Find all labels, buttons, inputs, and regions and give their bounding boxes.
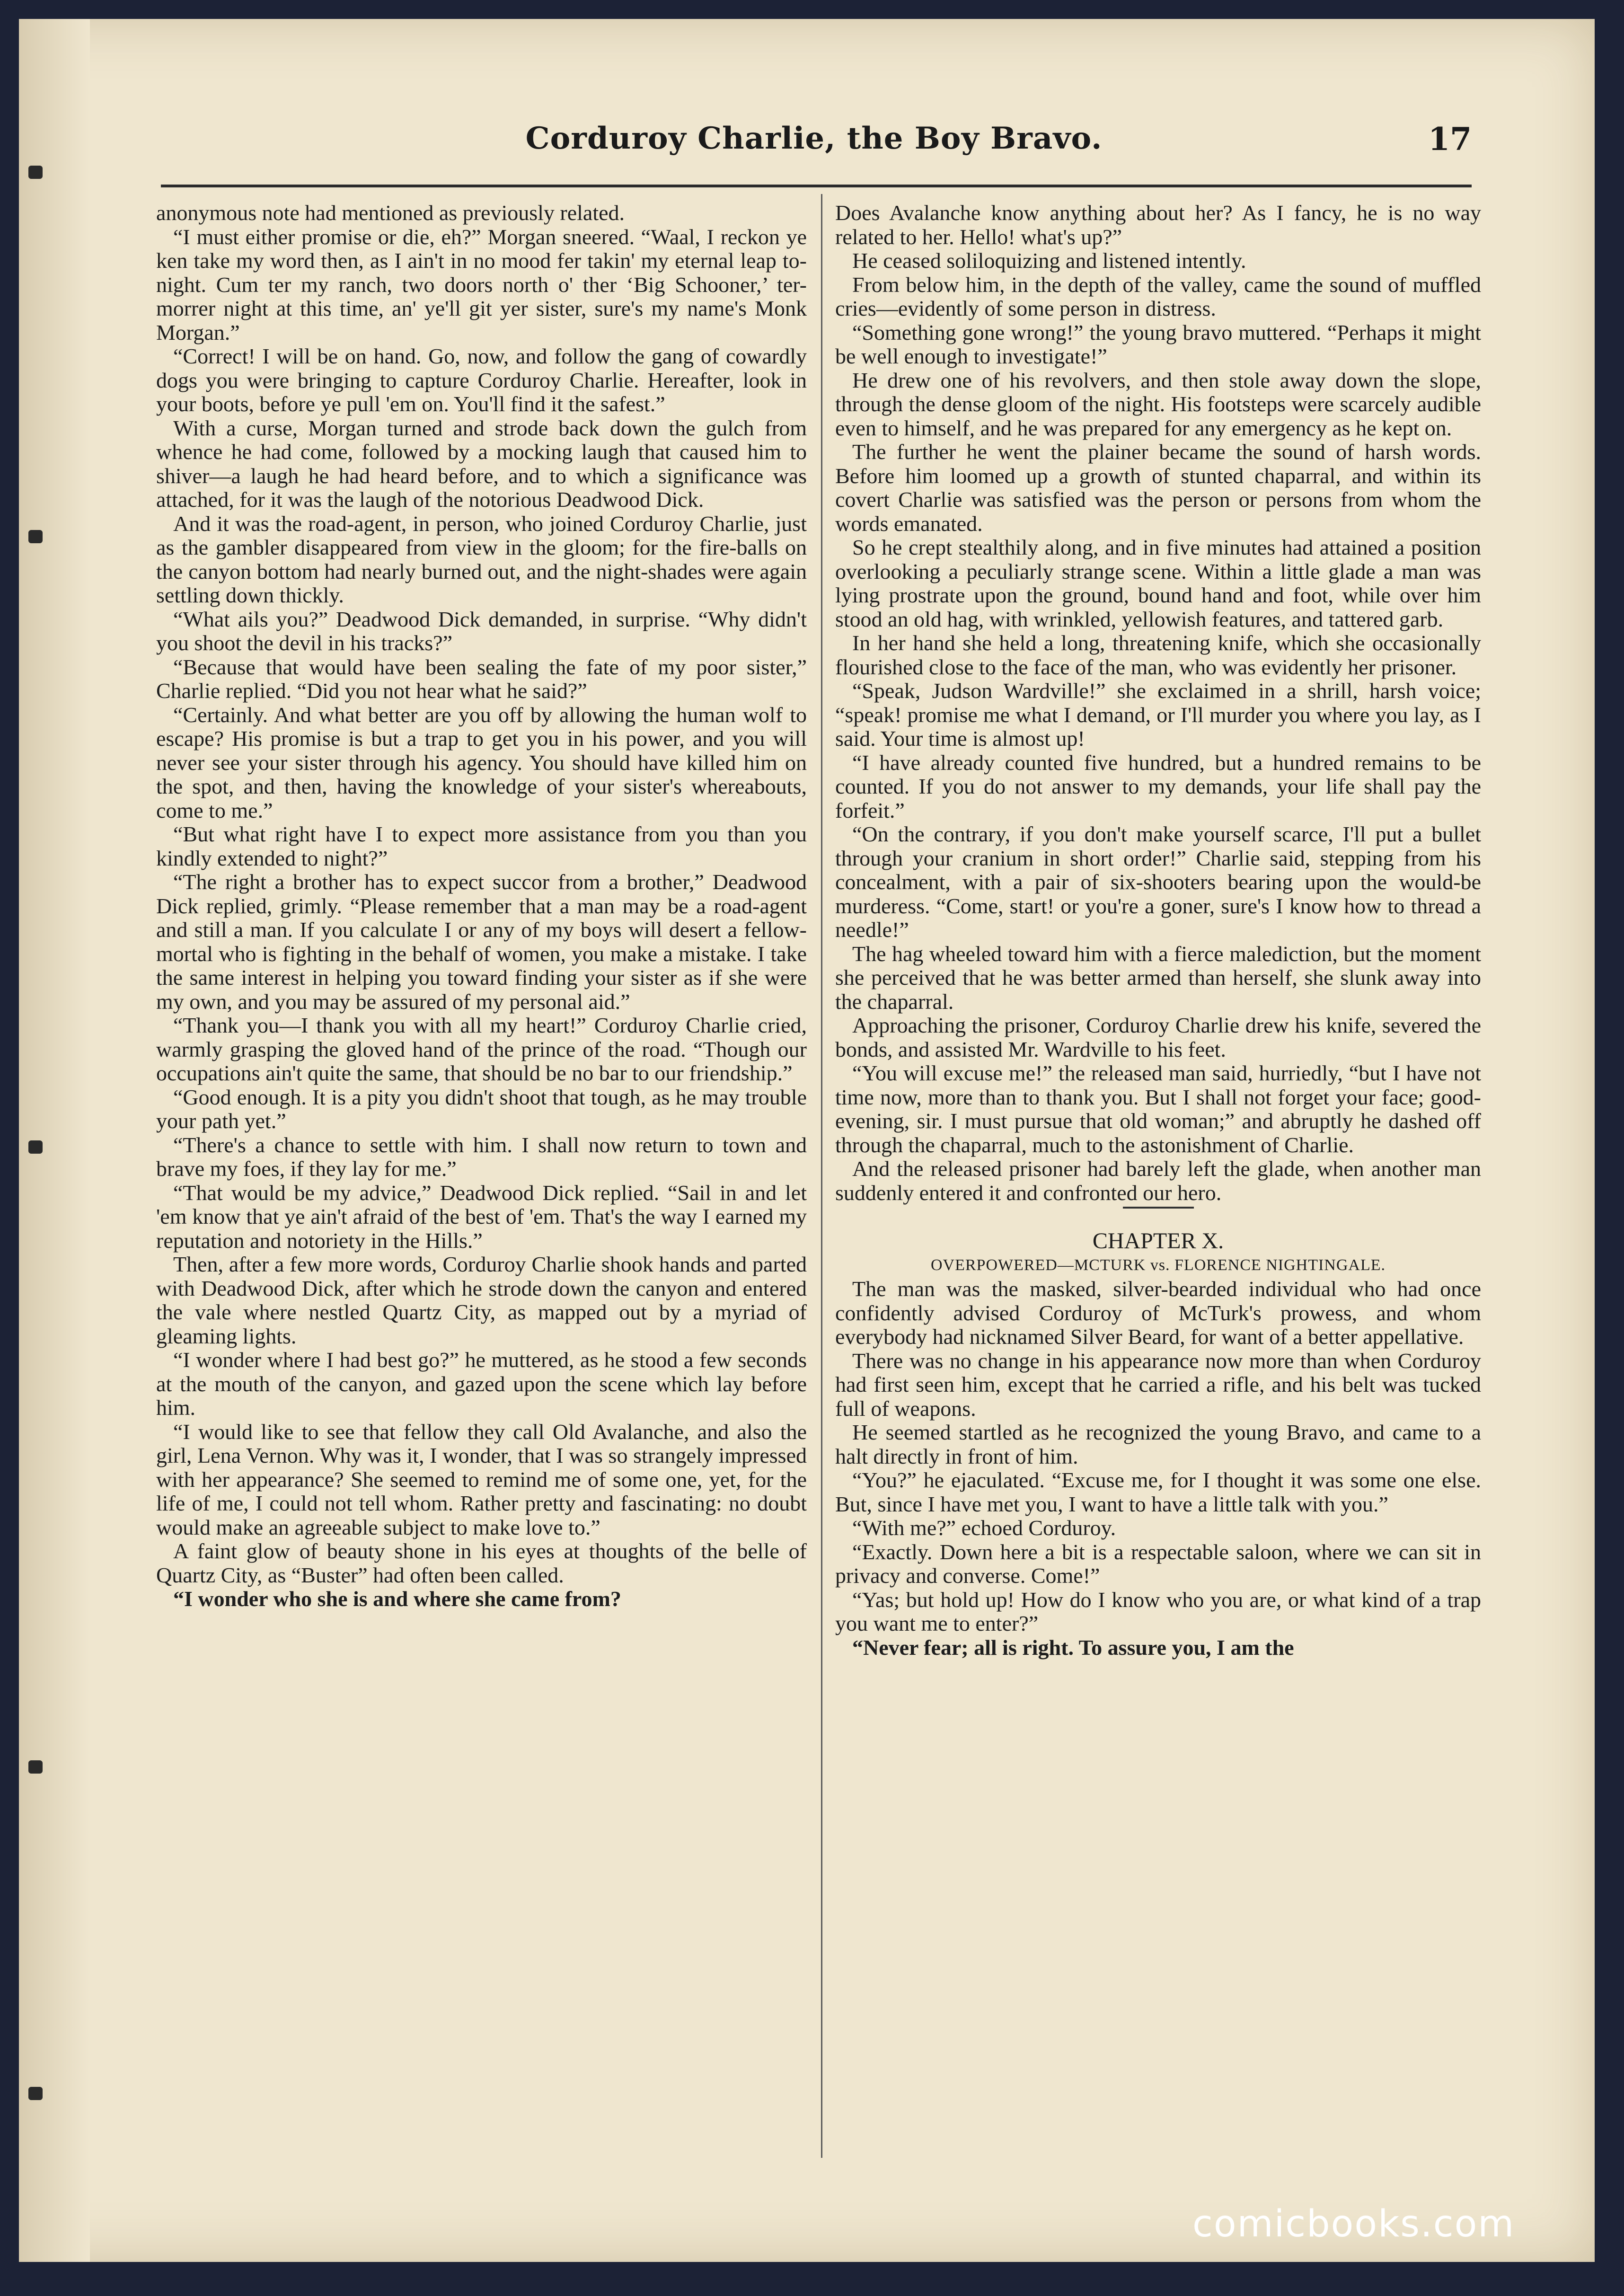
running-title: Corduroy Charlie, the Boy Bravo. [525, 121, 1103, 156]
paragraph: “I must either promise or die, eh?” Morgan sneered. “Waal, I reckon ye ken take my word then, as I ain't in no mood fer takin' my eternal leap to-night. Cum ter my ranch, two doors north o' ther ‘Big Schooner,’ ter-morrer night at this time, an' ye'll git yer sister, sure's my name's Monk Morgan.” [156, 224, 807, 344]
paragraph: “I wonder who she is and where she came from? [173, 1587, 621, 1611]
paragraph: “The right a brother has to expect succor from a brother,” Deadwood Dick replied, grimly. “Please remember that a man may be a road-agent and still a man. If you calculate I or any of my boys will desert a fellow-mortal who is fighting in the behalf of women, you make a mistake. I take the same interest in helping you toward finding your sister as if she were my own, and you may be assured of my personal aid.” [156, 870, 807, 1014]
right-column [835, 201, 1481, 2155]
chapter-subheading: OVERPOWERED—MCTURK vs. FLORENCE NIGHTINGALE. [930, 1256, 1386, 1274]
left-column [156, 201, 807, 2155]
chapter-heading: CHAPTER X. [1092, 1228, 1224, 1254]
binding-stitch-2 [28, 530, 43, 543]
paragraph: He seemed startled as he recognized the young Bravo, and came to a halt directly in front of him. [835, 1420, 1481, 1468]
paragraph: A faint glow of beauty shone in his eyes at thoughts of the belle of Quartz City, as “Buster” had often been called. [156, 1539, 807, 1587]
paragraph: The man was the masked, silver-bearded individual who had once confidently advised Corduroy of McTurk's prowess, and whom everybody had nicknamed Silver Beard, for want of a better appellative. [835, 1277, 1481, 1349]
binding-stitch-4 [28, 1760, 43, 1774]
section-rule [1123, 1207, 1194, 1209]
paragraph: In her hand she held a long, threatening knife, which she occasionally flourished close to the face of the man, who was evidently her prisoner. [835, 631, 1481, 679]
paragraph: “I would like to see that fellow they call Old Avalanche, and also the girl, Lena Vernon. Why was it, I wonder, that I was so strangely impressed with her appearance? She seemed to remind me of some one, yet, for the life of me, I could not tell whom. Rather pretty and fascinating: no doubt would make an agreeable subject to make love to.” [156, 1419, 807, 1539]
paragraph: Then, after a few more words, Corduroy Charlie shook hands and parted with Deadwood Dick, after which he strode down the canyon and entered the vale where nestled Quartz City, as mapped out by a myriad of gleaming lights. [156, 1252, 807, 1348]
paragraph: Does Avalanche know anything about her? As I fancy, he is no way related to her. Hello! what's up?” [835, 201, 1481, 249]
site-watermark: comicbooks.com [1192, 2203, 1515, 2245]
paragraph: “On the contrary, if you don't make yourself scarce, I'll put a bullet through your cranium in short order!” Charlie said, stepping from his concealment, with a pair of six-shooters bearing upon the would-be murderess. “Come, start! or you're a goner, sure's I know how to thread a needle!” [835, 822, 1481, 942]
paragraph: There was no change in his appearance now more than when Corduroy had first seen him, except that he carried a rifle, and his belt was tucked full of weapons. [835, 1348, 1481, 1421]
paragraph: With a curse, Morgan turned and strode back down the gulch from whence he had come, followed by a mocking laugh that caused him to shiver—a laugh he had heard before, and to which a significance was attached, for it was the laugh of the notorious Deadwood Dick. [156, 415, 807, 512]
paragraph: The further he went the plainer became the sound of harsh words. Before him loomed up a growth of stunted chaparral, and within its covert Charlie was satisfied was the person or persons from whom the words emanated. [835, 440, 1481, 536]
paragraph: “Because that would have been sealing the fate of my poor sister,” Charlie replied. “Did you not hear what he said?” [156, 654, 807, 703]
paragraph: And the released prisoner had barely left the glade, when another man suddenly entered it and confronted our hero. [835, 1157, 1481, 1205]
page-number: 17 [1428, 121, 1472, 158]
paragraph: “With me?” echoed Corduroy. [852, 1516, 1116, 1540]
header-rule [161, 185, 1472, 187]
binding-stitch-3 [28, 1140, 43, 1154]
paragraph: From below him, in the depth of the valley, came the sound of muffled cries—evidently of some person in distress. [835, 272, 1481, 320]
paragraph: “That would be my advice,” Deadwood Dick replied. “Sail in and let 'em know that ye ain't afraid of the best of 'em. That's the way I earned my reputation and notoriety in the Hills.” [156, 1180, 807, 1253]
paragraph: “Thank you—I thank you with all my heart!” Corduroy Charlie cried, warmly grasping the gloved hand of the prince of the road. “Though our occupations ain't quite the same, that should be no bar to our friendship.” [156, 1013, 807, 1085]
running-head [156, 121, 1472, 173]
paragraph: “But what right have I to expect more assistance from you than you kindly extended to night?” [156, 822, 807, 870]
paragraph: “Good enough. It is a pity you didn't shoot that tough, as he may trouble your path yet.” [156, 1085, 807, 1133]
paragraph: anonymous note had mentioned as previously related. [156, 201, 625, 225]
paragraph: And it was the road-agent, in person, who joined Corduroy Charlie, just as the gambler disappeared from view in the gloom; for the fire-balls on the canyon bottom had nearly burned out, and the night-shades were again settling down thickly. [156, 511, 807, 607]
paragraph: “Never fear; all is right. To assure you, I am the [852, 1635, 1294, 1660]
binding-stitch-5 [28, 2087, 43, 2100]
paragraph: So he crept stealthily along, and in five minutes had attained a position overlooking a peculiarly strange scene. Within a little glade a man was lying prostrate upon the ground, bound hand and foot, while over him stood an old hag, with wrinkled, yellowish features, and tattered garb. [835, 535, 1481, 631]
paragraph: “Something gone wrong!” the young bravo muttered. “Perhaps it might be well enough to investigate!” [835, 320, 1481, 368]
paragraph: “Speak, Judson Wardville!” she exclaimed in a shrill, harsh voice; “speak! promise me what I demand, or I'll murder you where you lay, as I said. Your time is almost up! [835, 679, 1481, 751]
binding-stitch-1 [28, 166, 43, 179]
paragraph: The hag wheeled toward him with a fierce malediction, but the moment she perceived that he was better armed than herself, she slunk away into the chaparral. [835, 941, 1481, 1014]
paragraph: “Exactly. Down here a bit is a respectable saloon, where we can sit in privacy and converse. Come!” [835, 1539, 1481, 1588]
paragraph: He drew one of his revolvers, and then stole away down the slope, through the dense gloom of the night. His footsteps were scarcely audible even to himself, and he was prepared for any emergency as he kept on. [835, 368, 1481, 440]
paragraph: He ceased soliloquizing and listened intently. [852, 248, 1246, 273]
paragraph: “I wonder where I had best go?” he muttered, as he stood a few seconds at the mouth of the canyon, and gazed upon the scene which lay before him. [156, 1348, 807, 1420]
column-divider [821, 194, 822, 2158]
paragraph: “I have already counted five hundred, but a hundred remains to be counted. If you do not answer to my demands, your life shall pay the forfeit.” [835, 750, 1481, 822]
paragraph: “Yas; but hold up! How do I know who you are, or what kind of a trap you want me to enter?” [835, 1587, 1481, 1635]
paragraph: Approaching the prisoner, Corduroy Charlie drew his knife, severed the bonds, and assisted Mr. Wardville to his feet. [835, 1013, 1481, 1061]
paragraph: “Correct! I will be on hand. Go, now, and follow the gang of cowardly dogs you were bringing to capture Corduroy Charlie. Hereafter, look in your boots, before ye pull 'em on. You'll find it the safest.” [156, 344, 807, 416]
paragraph: “You?” he ejaculated. “Excuse me, for I thought it was some one else. But, since I have met you, I want to have a little talk with you.” [835, 1468, 1481, 1516]
paragraph: “What ails you?” Deadwood Dick demanded, in surprise. “Why didn't you shoot the devil in his tracks?” [156, 607, 807, 655]
paragraph: “There's a chance to settle with him. I shall now return to town and brave my foes, if they lay for me.” [156, 1132, 807, 1181]
paragraph: “You will excuse me!” the released man said, hurriedly, “but I have not time now, more than to thank you. But I shall not forget your face; good-evening, sir. I must pursue that old woman;” and abruptly he dashed off through the chaparral, much to the astonishment of Charlie. [835, 1061, 1481, 1157]
paragraph: “Certainly. And what better are you off by allowing the human wolf to escape? His promise is but a trap to get you in his power, and you will never see your sister through his agency. You should have killed him on the spot, and then, having the knowledge of your sister's whereabouts, come to me.” [156, 702, 807, 822]
